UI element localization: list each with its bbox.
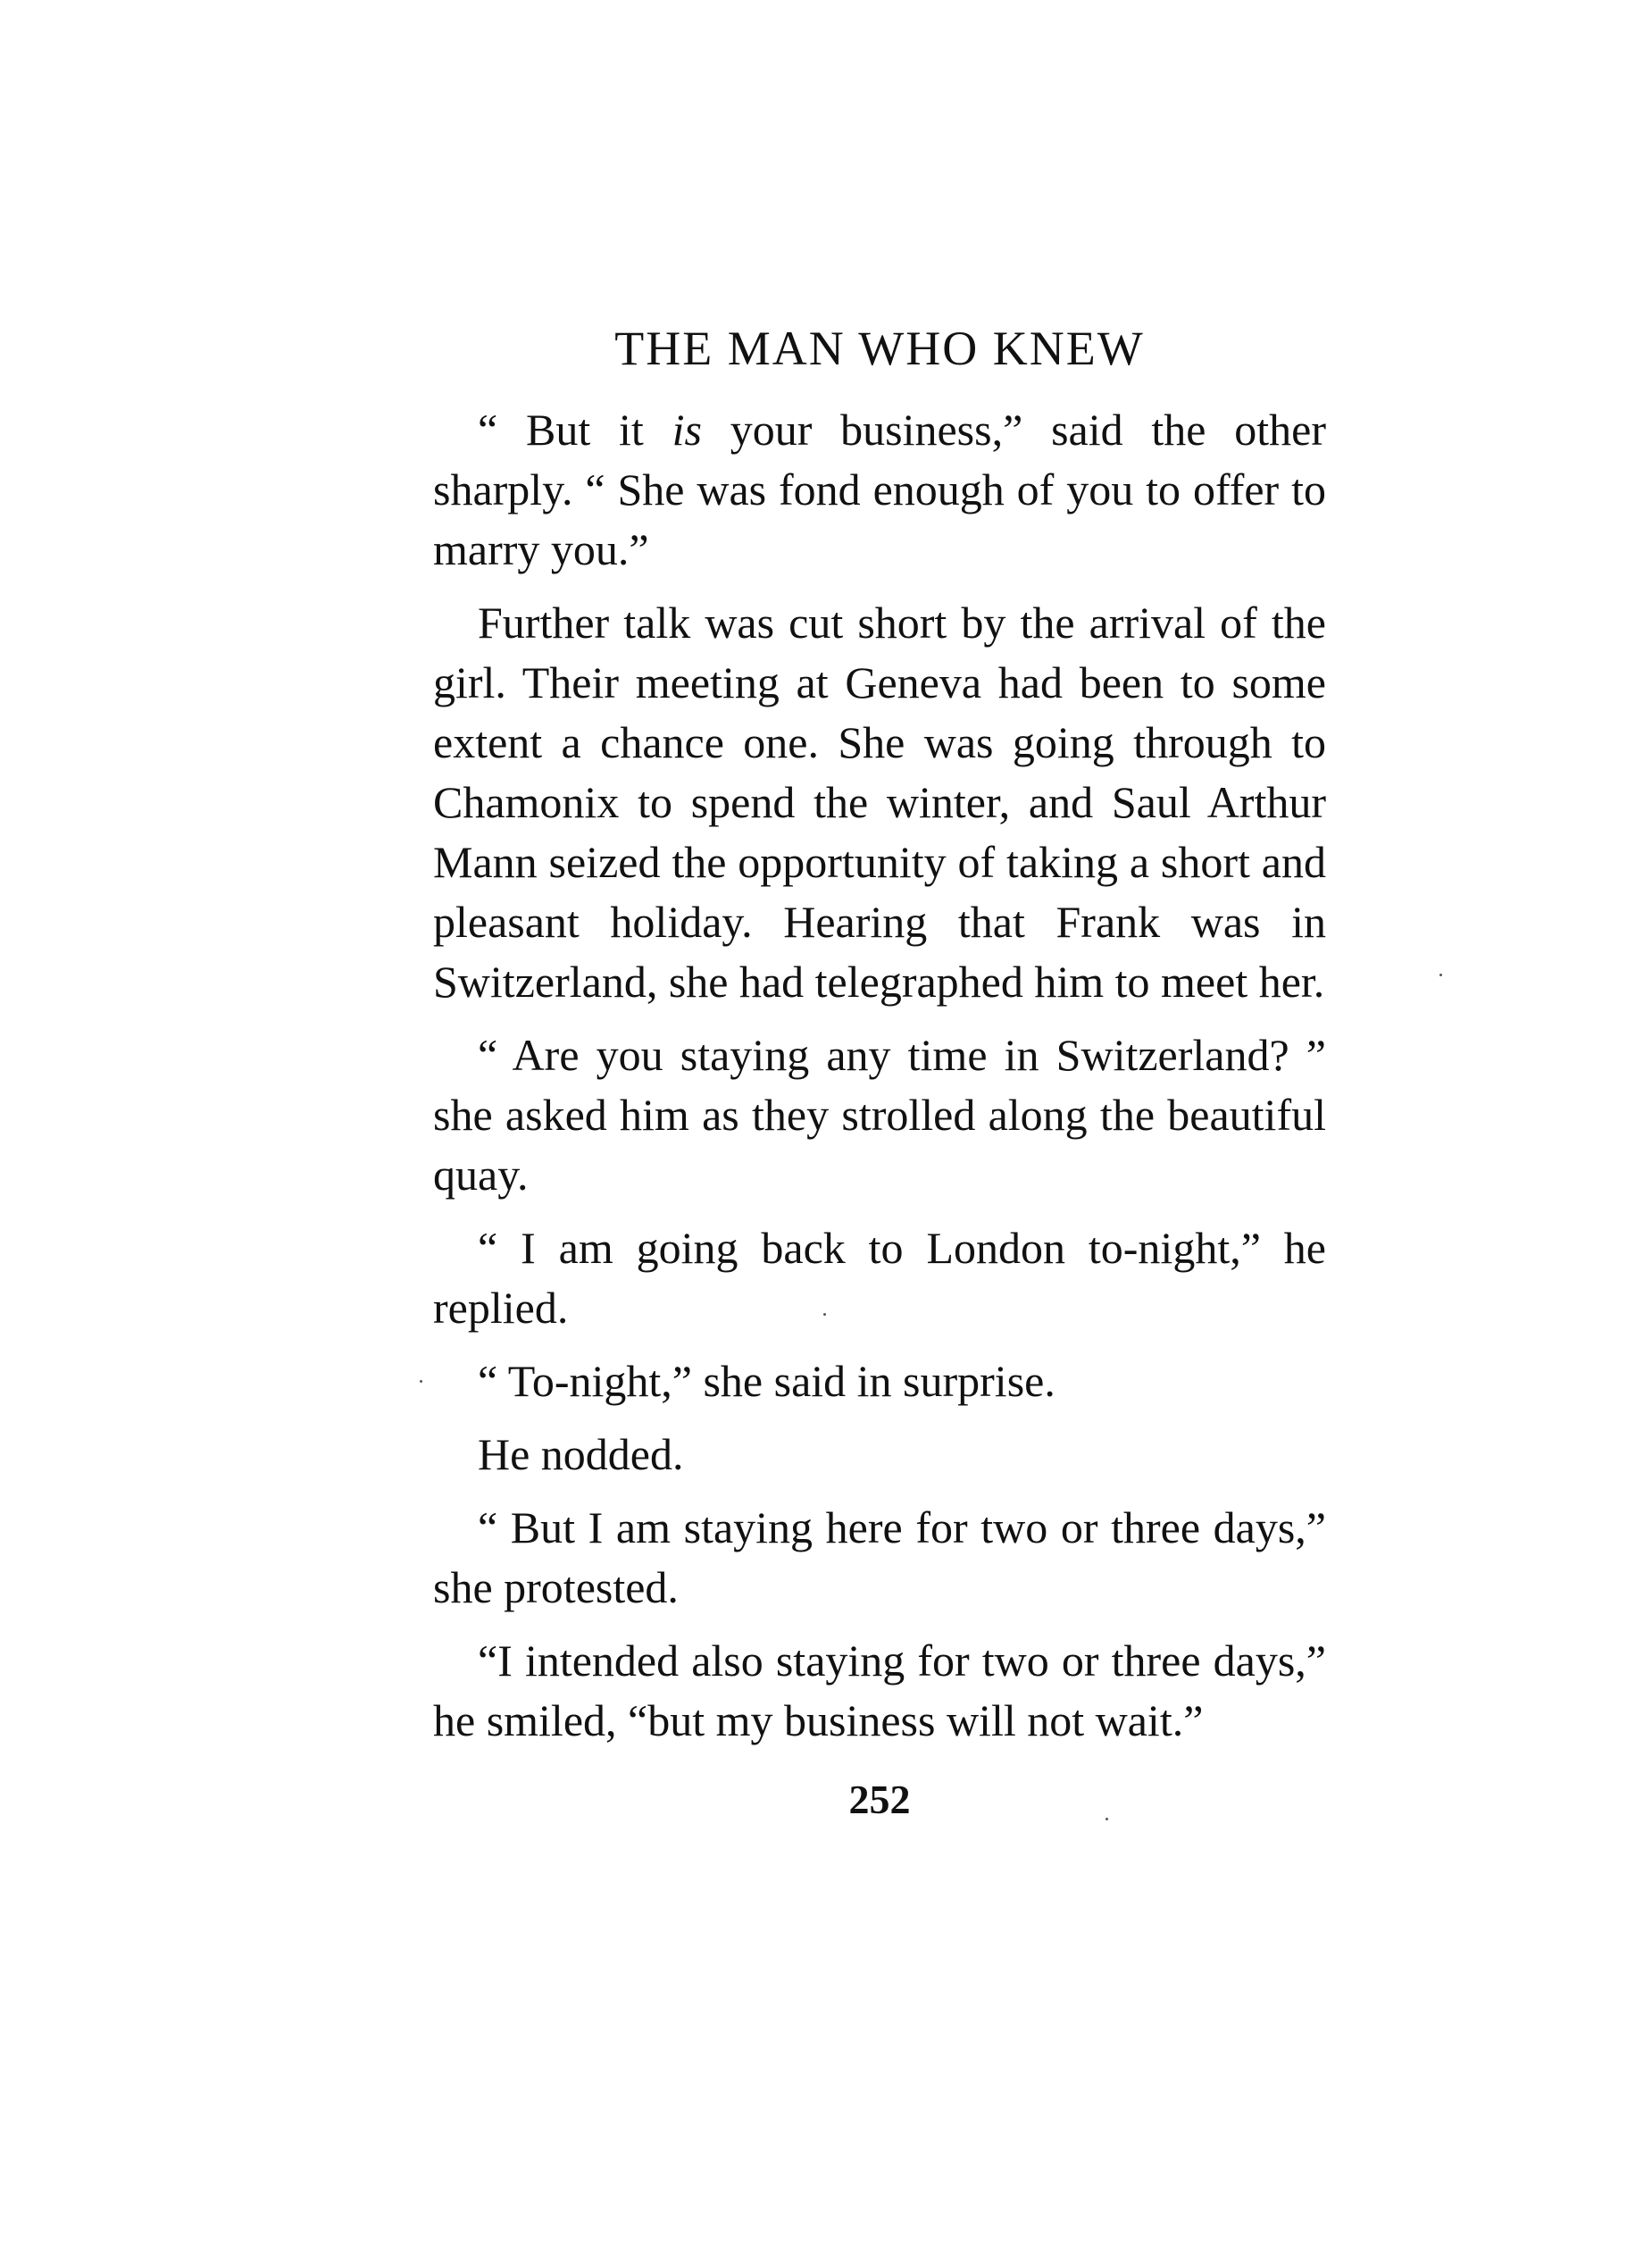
page-number: 252	[848, 1777, 911, 1822]
paragraph-5: “ To-night,” she said in surprise.	[478, 1356, 1055, 1406]
paragraph-7: “ But I am staying here for two or three days,” she protested.	[433, 1502, 1326, 1612]
print-speck	[420, 1380, 422, 1383]
paragraph-1-text-before: “ But it	[478, 405, 672, 455]
paragraph-1-emphasis: is	[672, 405, 702, 455]
paragraph-3: “ Are you staying any time in Switzerland? ” she asked him as they strolled along the beautiful quay.	[433, 1030, 1326, 1200]
paragraph-6: He nodded.	[478, 1429, 684, 1479]
paragraph-1-text-after: your business,” said the other sharply. “ She was fond enough of you to offer to marry you.”	[433, 405, 1326, 574]
paragraph-8: “I intended also staying for two or three days,” he smiled, “but my business will not wait.”	[433, 1635, 1326, 1745]
print-speck	[823, 1313, 826, 1316]
body-text	[433, 400, 1326, 1751]
running-head: THE MAN WHO KNEW	[614, 322, 1145, 375]
print-speck	[1106, 1818, 1108, 1820]
paragraph-1	[433, 400, 1326, 580]
paragraph-4: “ I am going back to London to-night,” he replied.	[433, 1223, 1326, 1333]
print-speck	[1439, 974, 1442, 976]
paragraph-2: Further talk was cut short by the arrival of the girl. Their meeting at Geneva had been to some extent a chance one. She was going through to Chamonix to spend the winter, and Saul Arthur Mann seized the opportunity of taking a short and pleasant holiday. Hearing that Frank was in Switzerland, she had telegraphed him to meet her.	[433, 598, 1326, 1007]
